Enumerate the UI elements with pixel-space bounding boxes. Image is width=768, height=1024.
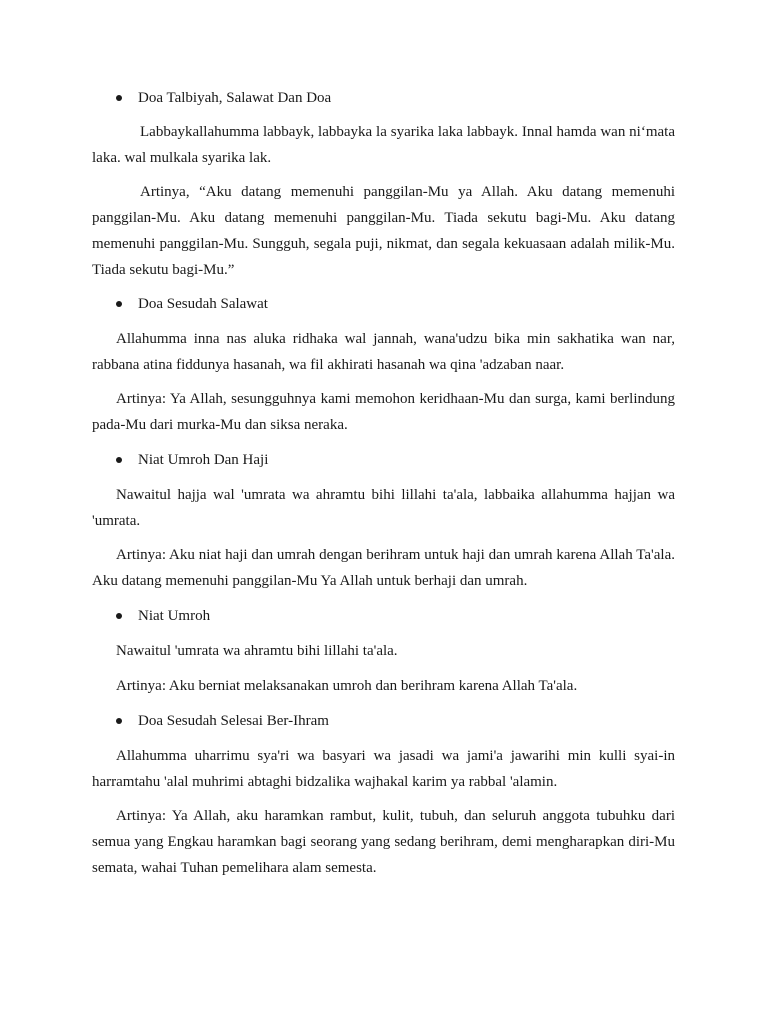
paragraph-niat-umroh-arabic: Nawaitul 'umrata wa ahramtu bihi lillahi ta'ala. [116,643,398,659]
paragraph-salawat-arabic: Allahumma inna nas aluka ridhaka wal jannah, wana'udzu bika min sakhatika wan nar, rabbana atina fiddunya hasanah, wa fil akhirati hasanah wa qina 'adzaban naar. [92,331,675,373]
paragraph-niat-haji-arabic: Nawaitul hajja wal 'umrata wa ahramtu bihi lillahi ta'ala, labbaika allahumma hajjan wa 'umrata. [92,487,675,529]
section-heading-text: Doa Sesudah Selesai Ber-Ihram [138,713,329,729]
paragraph-ihram-translation: Artinya: Ya Allah, aku haramkan rambut, kulit, tubuh, dan seluruh anggota tubuhku dari semua yang Engkau haramkan bagi seorang yang sedang berihram, demi mengharapkan diri-Mu semata, wahai Tuhan pemelihara alam semesta. [92,808,675,876]
section-heading-text: Niat Umroh Dan Haji [138,452,269,468]
bullet-icon [116,301,122,307]
paragraph-ihram-arabic: Allahumma uharrimu sya'ri wa basyari wa jasadi wa jami'a jawarihi min kulli syai-in harramtahu 'alal muhrimi abtaghi bidzalika wajhakal karim ya rabbal 'alamin. [92,748,675,790]
paragraph-salawat-translation: Artinya: Ya Allah, sesungguhnya kami memohon keridhaan-Mu dan surga, kami berlindung pada-Mu dari murka-Mu dan siksa neraka. [92,391,675,433]
bullet-icon [116,457,122,463]
section-heading-text: Doa Sesudah Salawat [138,296,268,312]
bullet-icon [116,718,122,724]
paragraph-niat-haji-translation: Artinya: Aku niat haji dan umrah dengan berihram untuk haji dan umrah karena Allah Ta'ala. Aku datang memenuhi panggilan-Mu Ya Allah untuk berhaji dan umrah. [92,547,675,589]
paragraph-talbiyah-translation: Artinya, “Aku datang memenuhi panggilan-Mu ya Allah. Aku datang memenuhi panggilan-Mu. Aku datang memenuhi panggilan-Mu. Tiada sekutu bagi-Mu. Aku datang memenuhi panggilan-Mu. Sungguh, segala puji, nikmat, dan segala kekuasaan adalah milik-Mu. Tiada sekutu bagi-Mu.” [92,184,675,278]
paragraph-talbiyah-arabic: Labbaykallahumma labbayk, labbayka la syarika laka labbayk. Innal hamda wan ni‘mata laka. wal mulkala syarika lak. [92,124,675,166]
bullet-icon [116,95,122,101]
section-heading-text: Niat Umroh [138,608,211,624]
bullet-icon [116,613,122,619]
paragraph-niat-umroh-translation: Artinya: Aku berniat melaksanakan umroh dan berihram karena Allah Ta'ala. [116,678,578,694]
section-heading-text: Doa Talbiyah, Salawat Dan Doa [138,90,332,106]
